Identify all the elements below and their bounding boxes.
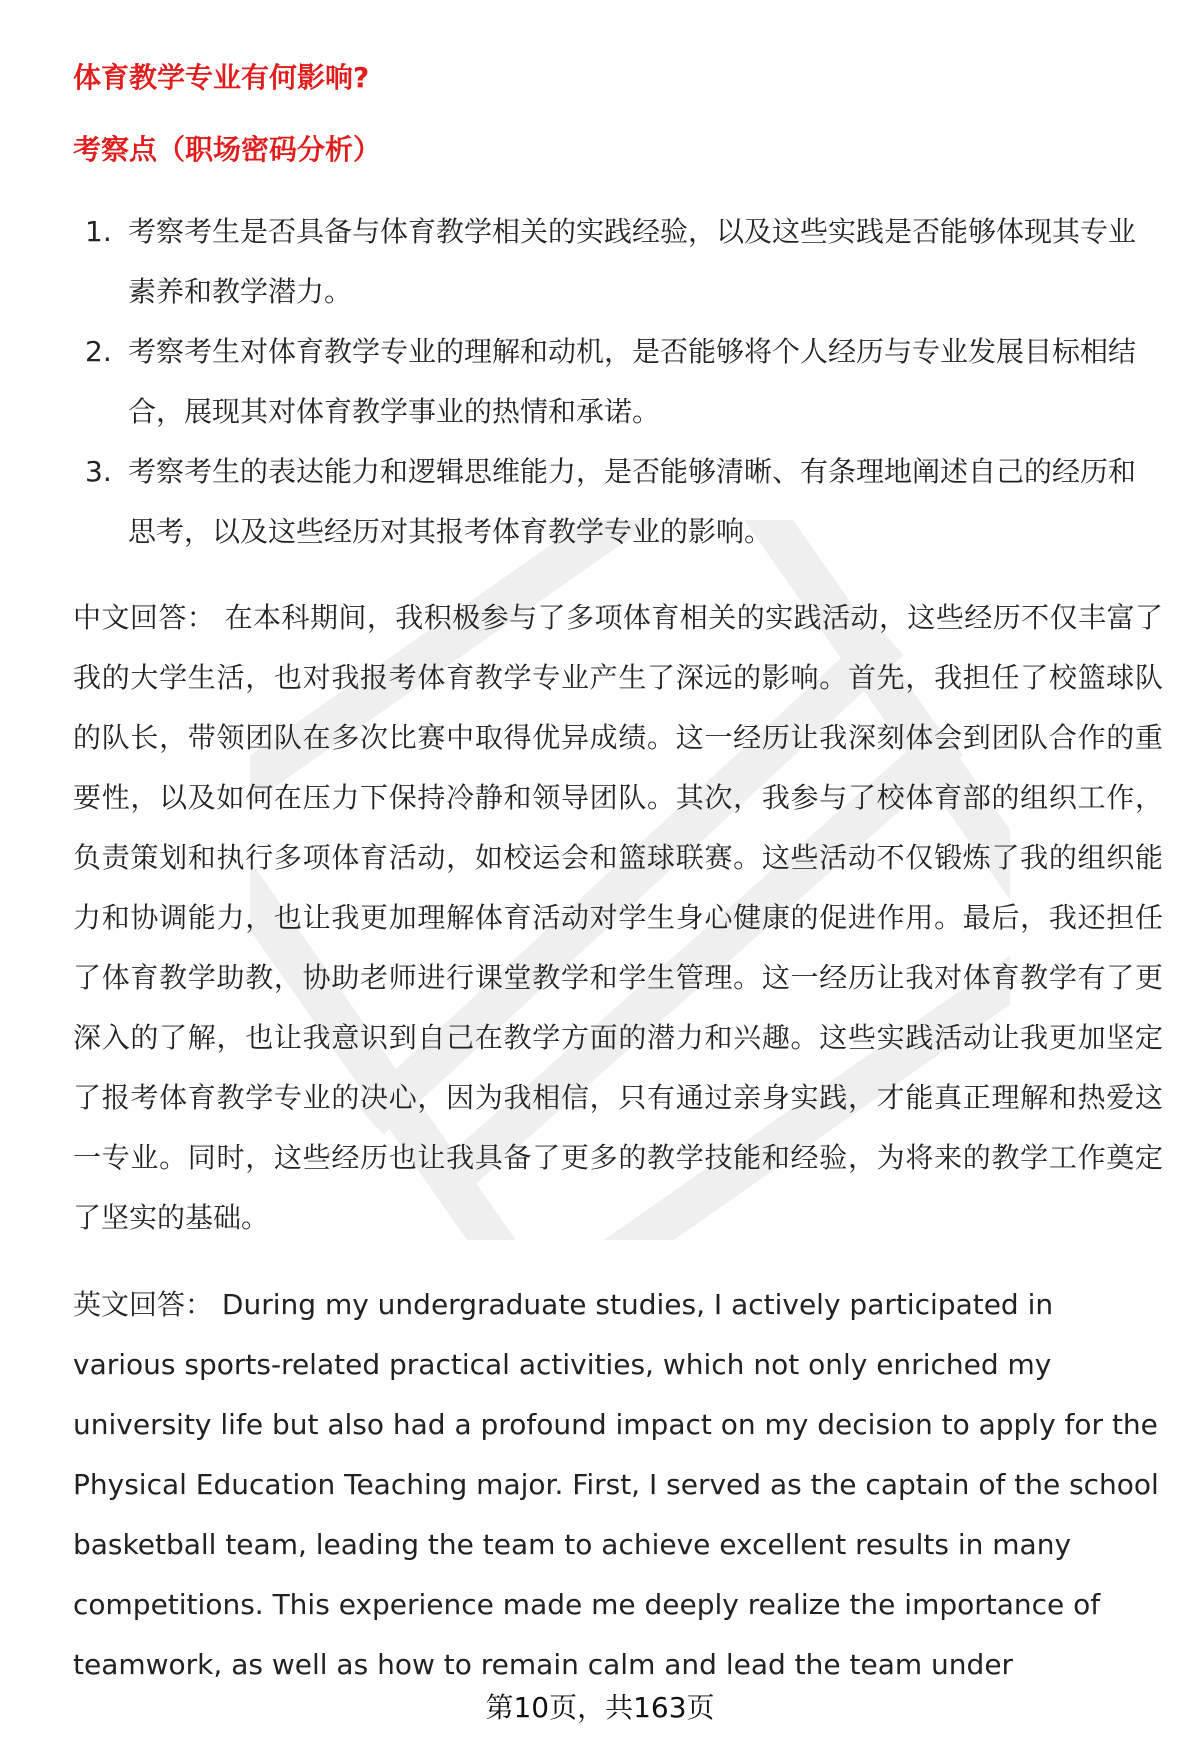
english-answer-paragraph — [73, 1275, 1163, 1695]
list-item-text: 考察考生对体育教学专业的理解和动机，是否能够将个人经历与专业发展目标相结合，展现其对体育教学事业的热情和承诺。 — [128, 335, 1137, 428]
chinese-answer-text: 在本科期间，我积极参与了多项体育相关的实践活动，这些经历不仅丰富了我的大学生活，也对我报考体育教学专业产生了深远的影响。首先，我担任了校篮球队的队长，带领团队在多次比赛中取得优异成绩。这一经历让我深刻体会到团队合作的重要性，以及如何在压力下保持冷静和领导团队。其次，我参与了校体育部的组织工作，负责策划和执行多项体育活动，如校运会和篮球联赛。这些活动不仅锻炼了我的组织能力和协调能力，也让我更加理解体育活动对学生身心健康的促进作用。最后，我还担任了体育教学助教，协助老师进行课堂教学和学生管理。这一经历让我对体育教学有了更深入的了解，也让我意识到自己在教学方面的潜力和兴趣。这些实践活动让我更加坚定了报考体育教学专业的决心，因为我相信，只有通过亲身实践，才能真正理解和热爱这一专业。同时，这些经历也让我具备了更多的教学技能和经验，为将来的教学工作奠定了坚实的基础。 — [73, 601, 1163, 1234]
list-item — [73, 442, 1153, 562]
list-item — [73, 322, 1153, 442]
page-footer: 第10页，共163页 — [485, 1691, 715, 1724]
list-item-number: 3. — [85, 455, 112, 488]
list-item-number: 1. — [85, 215, 112, 248]
english-answer-text: During my undergraduate studies, I actively participated in various sports-related practical activities, which not only enriched my university life but also had a profound impact on my decision to apply for the Physical Education Teaching major. First, I served as the captain of the school basketball team, leading the team to achieve excellent results in many competitions. This experience made me deeply realize the importance of teamwork, as well as how to remain calm and lead the team under — [73, 1288, 1159, 1681]
list-item-number: 2. — [85, 335, 112, 368]
chinese-answer-label: 中文回答： — [73, 601, 216, 634]
list-item — [73, 202, 1153, 322]
english-answer-label: 英文回答： — [73, 1288, 214, 1321]
question-title: 体育教学专业有何影响? — [73, 61, 370, 94]
chinese-answer-paragraph — [73, 588, 1163, 1248]
list-item-text: 考察考生的表达能力和逻辑思维能力，是否能够清晰、有条理地阐述自己的经历和思考，以及这些经历对其报考体育教学专业的影响。 — [128, 455, 1137, 548]
exam-points-heading: 考察点（职场密码分析） — [73, 133, 382, 166]
exam-points-list — [73, 202, 1153, 562]
list-item-text: 考察考生是否具备与体育教学相关的实践经验，以及这些实践是否能够体现其专业素养和教学潜力。 — [128, 215, 1137, 308]
